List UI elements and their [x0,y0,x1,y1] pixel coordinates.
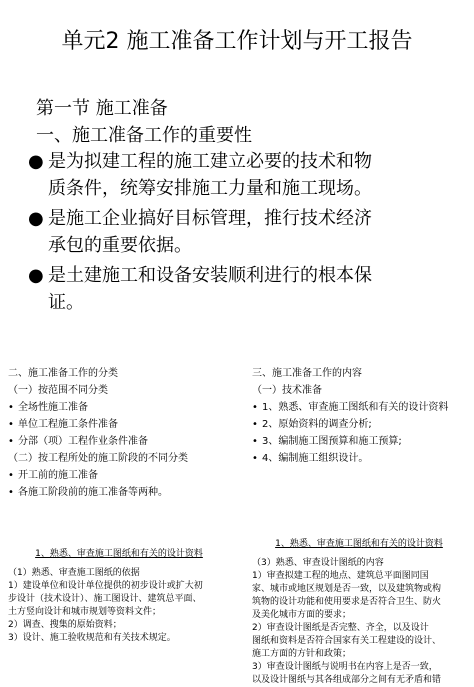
list-item: • 4、编制施工组织设计。 [252,450,448,467]
bullet-icon: ● [28,208,44,229]
content-panel [252,365,448,467]
bullet-icon: • [252,436,258,447]
drawing-review-basis-panel [8,548,230,645]
bullet-icon: • [8,487,14,498]
list-item: • 单位工程施工条件准备 [8,416,188,433]
bullet-item: ● 是为拟建工程的施工建立必要的技术和物 质条件，统筹安排施工力量和施工现场。 [28,148,458,202]
section-heading: 一、施工准备工作的重要性 [36,125,252,146]
text-line: 1）建设单位和设计单位提供的初步设计或扩大初 [8,581,203,591]
bullet-icon: ● [28,265,44,286]
list-item: • 分部（项）工程作业条件准备 [8,433,188,450]
text-line: 3）审查设计图纸与说明书在内容上是否一致， [252,662,438,672]
content-title: 三、施工准备工作的内容 [252,368,362,379]
text-line: （1）熟悉、审查施工图纸的依据 [8,568,140,578]
text-line: 2）审查设计图纸是否完整、齐全，以及设计 [252,623,429,633]
text-line: 土方竖向设计和城市规划等资料文件； [8,607,162,617]
text-line: 2）调查、搜集的原始资料； [8,620,122,630]
list-item: • 1、熟悉、审查施工图纸和有关的设计资料 [252,399,448,416]
text-line: 1）审查拟建工程的地点、建筑总平面图同国 [252,571,429,581]
text-line: 步设计（技术设计）、施工图设计、建筑总平面、 [8,594,202,604]
section-title: 第一节 施工准备 [36,98,168,119]
bullet-icon: • [8,470,14,481]
content-sub-technical: （一）技术准备 [252,385,322,396]
bullet-icon: • [8,402,14,413]
bullet-icon: • [252,419,258,430]
text-line: 及美化城市方面的要求； [252,610,352,620]
text-line: 家、城市或地区规划是否一致，以及建筑物或构 [252,584,442,594]
importance-bullet-list [28,148,458,319]
bullet-item: ● 是土建施工和设备安装顺利进行的根本保 证。 [28,262,458,316]
text-line: （3）熟悉、审查设计图纸的内容 [252,558,384,568]
panel-heading: 1、熟悉、审查施工图纸和有关的设计资料 [275,539,443,549]
classification-sub-by-scope: （一）按范围不同分类 [8,385,108,396]
classification-panel [8,365,188,501]
text-line: 施工方面的方针和政策； [252,649,352,659]
bullet-icon: • [252,453,258,464]
text-line: 图纸和资料是否符合国家有关工程建设的设计、 [252,636,442,646]
text-line: 以及设计图纸与其各组成部分之间有无矛盾和错 [252,675,442,685]
bullet-item: ● 是施工企业搞好目标管理，推行技术经济 承包的重要依据。 [28,205,458,259]
bullet-icon: ● [28,151,44,172]
list-item: • 各施工阶段前的施工准备等两种。 [8,484,188,501]
text-line: 3）设计、施工验收规范和有关技术规定。 [8,633,176,643]
bullet-icon: • [8,436,14,447]
bullet-icon: • [8,419,14,430]
slide-title: 单元2 施工准备工作计划与开工报告 [61,29,413,54]
classification-title: 二、施工准备工作的分类 [8,368,118,379]
list-item: • 全场性施工准备 [8,399,188,416]
bullet-icon: • [252,402,258,413]
panel-heading: 1、熟悉、审查施工图纸和有关的设计资料 [35,549,203,559]
text-line: 筑物的设计功能和使用要求是否符合卫生、防火 [252,597,442,607]
list-item: • 开工前的施工准备 [8,467,188,484]
drawing-review-content-panel [252,538,466,687]
classification-sub-by-stage: （二）按工程所处的施工阶段的不同分类 [8,453,188,464]
list-item: • 3、编制施工图预算和施工预算; [252,433,448,450]
list-item: • 2、原始资料的调查分析; [252,416,448,433]
